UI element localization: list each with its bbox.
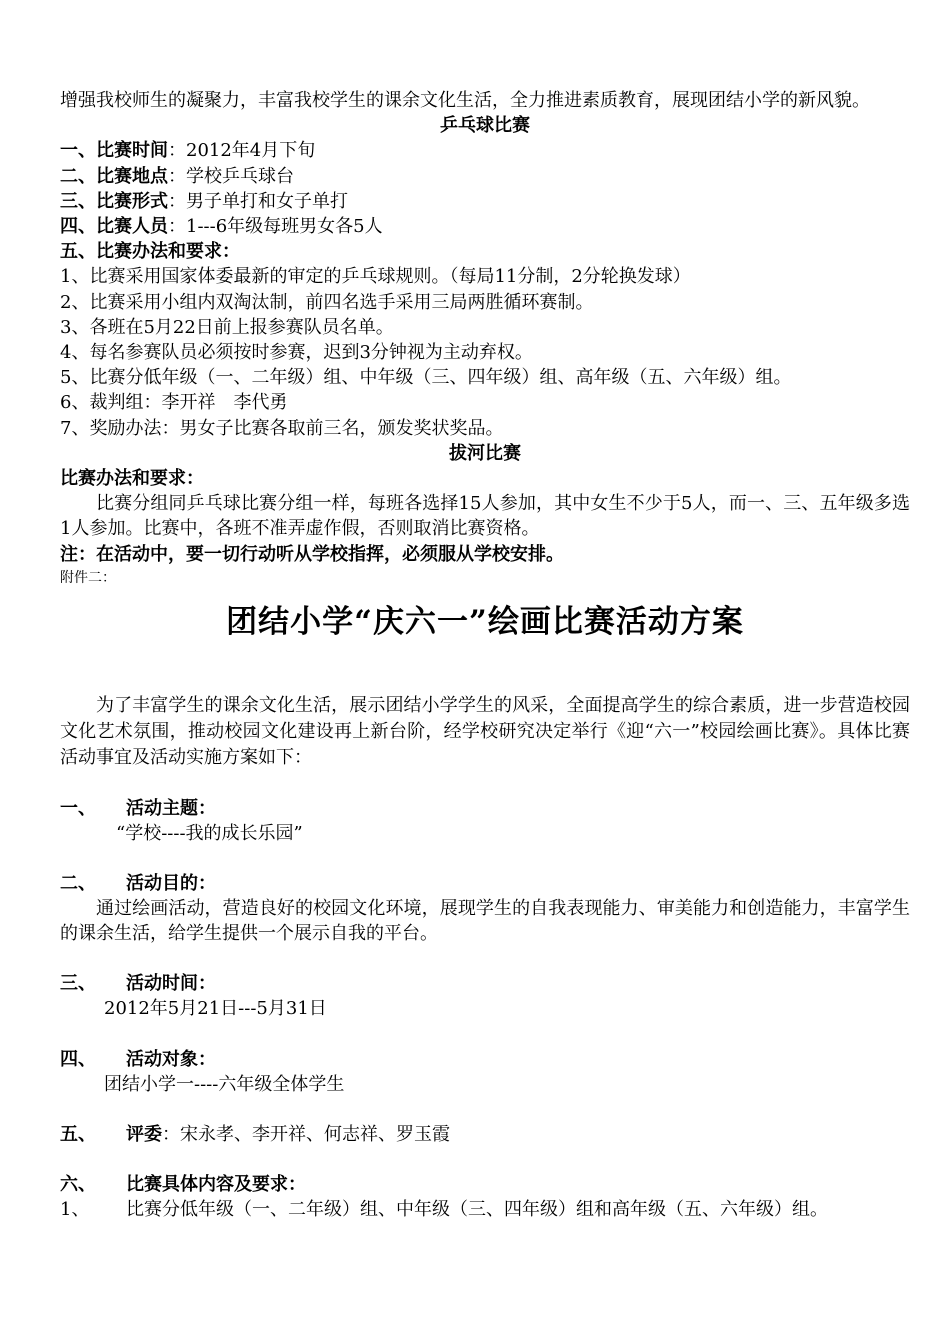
section-number: 六、 xyxy=(60,1173,96,1195)
item-value: ：学校乒乓球台 xyxy=(168,165,294,187)
attachment-label: 附件二： xyxy=(60,569,116,586)
item-text: 比赛分低年级（一、二年级）组、中年级（三、四年级）组和高年级（五、六年级）组。 xyxy=(126,1198,828,1220)
pingpong-rule: 5、比赛分低年级（一、二年级）组、中年级（三、四年级）组、高年级（五、六年级）组。 xyxy=(60,367,792,389)
section-time xyxy=(60,971,910,996)
section-body: 通过绘画活动，营造良好的校园文化环境，展现学生的自我表现能力、审美能力和创造能力，丰富学生的课余生活，给学生提供一个展示自我的平台。 xyxy=(60,898,910,945)
pingpong-rule: 6、裁判组：李开祥 李代勇 xyxy=(60,392,288,414)
pingpong-item-time xyxy=(60,138,910,163)
item-number: 1、 xyxy=(60,1198,90,1220)
item-label: 一、比赛时间 xyxy=(60,140,168,162)
pingpong-rule: 4、每名参赛队员必须按时参赛，迟到3分钟视为主动弃权。 xyxy=(60,342,533,364)
section-purpose xyxy=(60,871,910,896)
item-value: ：男子单打和女子单打 xyxy=(168,190,348,212)
tug-body: 比赛分组同乒乓球比赛分组一样，每班各选择15人参加，其中女生不少于5人，而一、三、五年级多选1人参加。比赛中，各班不准弄虚作假，否则取消比赛资格。 xyxy=(60,493,910,540)
section-number: 四、 xyxy=(60,1048,96,1070)
section-number: 五、 xyxy=(60,1123,96,1145)
section-body: 团结小学一----六年级全体学生 xyxy=(104,1073,345,1095)
section-heading: 评委 xyxy=(126,1123,162,1145)
pingpong-item-participants xyxy=(60,214,910,239)
section-number: 三、 xyxy=(60,973,96,995)
section-body: 2012年5月21日---5月31日 xyxy=(104,998,327,1020)
pingpong-rule: 2、比赛采用小组内双淘汰制，前四名选手采用三局两胜循环赛制。 xyxy=(60,291,594,313)
section-heading: 活动主题： xyxy=(126,797,216,819)
pingpong-rule: 1、比赛采用国家体委最新的审定的乒乓球规则。（每局11分制，2分轮换发球） xyxy=(60,266,691,288)
section-theme xyxy=(60,796,910,821)
section-target xyxy=(60,1047,910,1072)
plan-title: 团结小学“庆六一”绘画比赛活动方案 xyxy=(226,603,744,640)
pingpong-item-place xyxy=(60,164,910,189)
section-number: 一、 xyxy=(60,797,96,819)
section-heading: 活动对象： xyxy=(126,1048,216,1070)
judges-list: ：宋永孝、李开祥、何志祥、罗玉霞 xyxy=(162,1123,450,1145)
tug-note: 注：在活动中，要一切行动听从学校指挥，必须服从学校安排。 xyxy=(60,543,564,565)
section-heading: 活动目的： xyxy=(126,873,216,895)
section-heading: 活动时间： xyxy=(126,973,216,995)
section-body: “学校----我的成长乐园” xyxy=(116,822,303,844)
tug-rules-heading: 比赛办法和要求： xyxy=(60,468,204,490)
pingpong-item-format xyxy=(60,189,910,214)
item-label: 二、比赛地点 xyxy=(60,165,168,187)
item-label: 四、比赛人员 xyxy=(60,216,168,238)
section-number: 二、 xyxy=(60,873,96,895)
item-value: ：2012年4月下旬 xyxy=(168,140,316,162)
pingpong-rule: 3、各班在5月22日前上报参赛队员名单。 xyxy=(60,316,394,338)
item-value: ：1---6年级每班男女各5人 xyxy=(168,216,383,238)
section-requirements xyxy=(60,1172,910,1197)
tug-heading: 拔河比赛 xyxy=(449,442,521,464)
intro-paragraph: 增强我校师生的凝聚力，丰富我校学生的课余文化生活，全力推进素质教育，展现团结小学的新风貌。 xyxy=(60,90,870,111)
section-heading: 比赛具体内容及要求： xyxy=(126,1173,306,1195)
item-label: 三、比赛形式 xyxy=(60,190,168,212)
pingpong-heading: 乒乓球比赛 xyxy=(440,115,530,137)
pingpong-rule: 7、奖励办法：男女子比赛各取前三名，颁发奖状奖品。 xyxy=(60,417,504,439)
section-judges xyxy=(60,1122,910,1147)
requirement-item xyxy=(60,1197,910,1222)
pingpong-rules-heading: 五、比赛办法和要求： xyxy=(60,241,240,263)
document-page xyxy=(60,88,910,1222)
plan-intro: 为了丰富学生的课余文化生活，展示团结小学学生的风采，全面提高学生的综合素质，进一步营造校园文化艺术氛围，推动校园文化建设再上新台阶，经学校研究决定举行《迎“六一”校园绘画比赛》。具体比赛活动事宜及活动实施方案如下： xyxy=(60,694,910,768)
